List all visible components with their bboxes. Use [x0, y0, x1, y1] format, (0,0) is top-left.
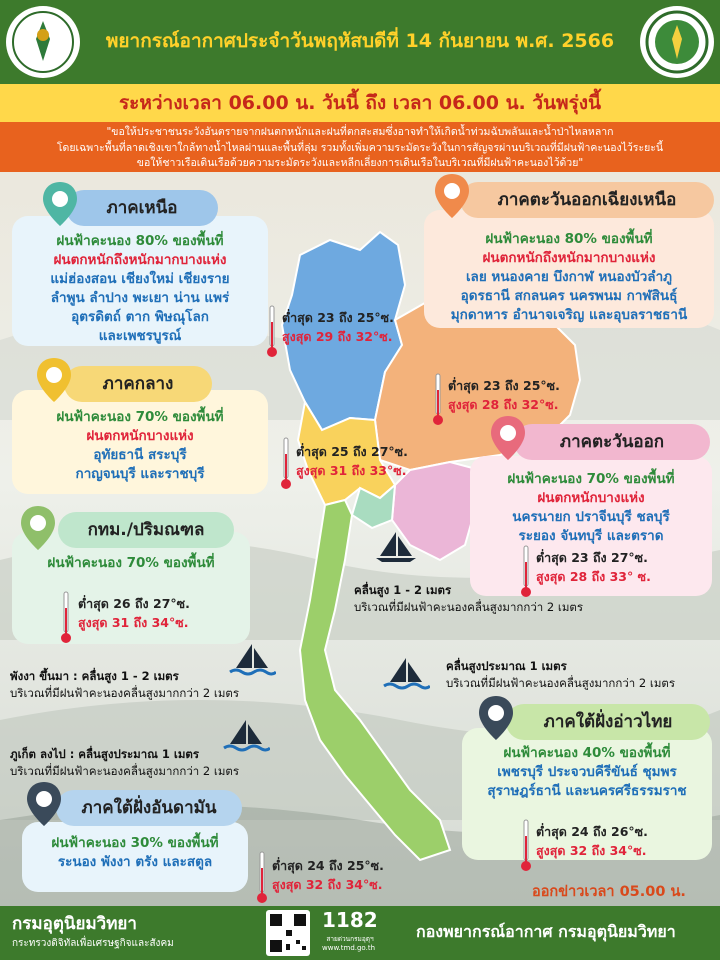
- east-provinces: นครนายก ปราจีนบุรี ชลบุรี: [512, 509, 670, 525]
- central-card: [12, 390, 268, 494]
- tmd-logo: [640, 6, 714, 78]
- northeast-temp-low: ต่ำสุด 23 ถึง 25°ซ.: [448, 378, 560, 393]
- northeast-card: [424, 210, 714, 328]
- north-temp-high: สูงสุด 29 ถึง 32°ซ.: [282, 329, 393, 344]
- warning-line: "ขอให้ประชาชนระวังอันตรายจากฝนตกหนักและฝนที่ตกสะสมซึ่งอาจทำให้เกิดน้ำท่วมฉับพลันและน้ำป่าไหลหลาก: [106, 126, 614, 138]
- northeast-label: ภาคตะวันออกเฉียงเหนือ: [460, 182, 714, 218]
- north-card: [12, 216, 268, 346]
- south-andaman-rain: ฝนฟ้าคะนอง 30% ของพื้นที่: [51, 835, 219, 851]
- andaman-lower-wave-note: บริเวณที่มีฝนฟ้าคะนองคลื่นสูงมากกว่า 2 เมตร: [10, 764, 240, 778]
- bangkok-temperature: [78, 594, 190, 632]
- central-provinces: กาญจนบุรี และราชบุรี: [75, 466, 205, 482]
- south-gulf-temperature: [536, 822, 648, 860]
- gulf-upper-wave-title: คลื่นสูง 1 - 2 เมตร: [354, 583, 452, 597]
- north-rain: ฝนฟ้าคะนอง 80% ของพื้นที่: [56, 233, 224, 249]
- northeast-rain: ฝนฟ้าคะนอง 80% ของพื้นที่: [485, 231, 653, 247]
- location-pin-icon: [34, 356, 74, 404]
- south-andaman-temp-high: สูงสุด 32 ถึง 34°ซ.: [272, 877, 383, 892]
- gulf-lower-wave: [446, 658, 675, 692]
- footer-ministry: กระทรวงดิจิทัลเพื่อเศรษฐกิจและสังคม: [12, 938, 174, 949]
- ministry-logo: [6, 6, 80, 78]
- sailboat-icon: [382, 656, 430, 692]
- website-link[interactable]: www.tmd.go.th: [322, 944, 375, 952]
- time-range-banner: ระหว่างเวลา 06.00 น. วันนี้ ถึง เวลา 06.00 น. วันพรุ่งนี้: [0, 84, 720, 122]
- gulf-upper-wave-note: บริเวณที่มีฝนฟ้าคะนองคลื่นสูงมากกว่า 2 เมตร: [354, 600, 584, 614]
- location-pin-icon: [40, 180, 80, 228]
- east-temp-low: ต่ำสุด 23 ถึง 27°ซ.: [536, 550, 648, 565]
- bangkok-rain: ฝนฟ้าคะนอง 70% ของพื้นที่: [47, 555, 215, 571]
- thermometer-icon: [520, 818, 532, 874]
- north-label: ภาคเหนือ: [66, 190, 218, 226]
- andaman-upper-wave: [10, 668, 239, 702]
- bangkok-label: กทม./ปริมณฑล: [58, 512, 234, 548]
- central-rain: ฝนฟ้าคะนอง 70% ของพื้นที่: [56, 409, 224, 425]
- header-bar: [0, 0, 720, 84]
- south-andaman-temp-low: ต่ำสุด 24 ถึง 25°ซ.: [272, 858, 384, 873]
- location-pin-icon: [432, 172, 472, 220]
- gulf-upper-wave: [354, 582, 583, 616]
- warning-line: ขอให้ชาวเรือเดินเรือด้วยความระมัดระวังและหลีกเลี่ยงการเดินเรือในบริเวณที่มีฝนฟ้าคะนองไว้ด้วย": [136, 157, 584, 169]
- gulf-lower-wave-note: บริเวณที่มีฝนฟ้าคะนองคลื่นสูงมากกว่า 2 เมตร: [446, 676, 676, 690]
- north-temp-low: ต่ำสุด 23 ถึง 25°ซ.: [282, 310, 394, 325]
- location-pin-icon: [24, 780, 64, 828]
- central-heavy: ฝนตกหนักบางแห่ง: [86, 428, 194, 444]
- northeast-provinces: เลย หนองคาย บึงกาฬ หนองบัวลำภู: [465, 269, 673, 285]
- south-andaman-label: ภาคใต้ฝั่งอันดามัน: [56, 790, 242, 826]
- south-gulf-label: ภาคใต้ฝั่งอ่าวไทย: [506, 704, 710, 740]
- hotline-number: 1182: [322, 908, 378, 932]
- location-pin-icon: [18, 504, 58, 552]
- northeast-heavy: ฝนตกหนักถึงหนักมากบางแห่ง: [482, 250, 656, 266]
- andaman-upper-wave-note: บริเวณที่มีฝนฟ้าคะนองคลื่นสูงมากกว่า 2 เมตร: [10, 686, 240, 700]
- central-temp-high: สูงสุด 31 ถึง 33°ซ.: [296, 463, 407, 478]
- east-rain: ฝนฟ้าคะนอง 70% ของพื้นที่: [507, 471, 675, 487]
- andaman-lower-wave: [10, 746, 239, 780]
- footer-bar: [0, 906, 720, 960]
- south-gulf-temp-high: สูงสุด 32 ถึง 34°ซ.: [536, 843, 647, 858]
- qr-code-icon[interactable]: [266, 910, 310, 956]
- footer-department: กองพยากรณ์อากาศ กรมอุตุนิยมวิทยา: [416, 922, 676, 941]
- northeast-temperature: [448, 376, 560, 414]
- north-temperature: [282, 308, 394, 346]
- bangkok-temp-low: ต่ำสุด 26 ถึง 27°ซ.: [78, 596, 190, 611]
- thermometer-icon: [432, 372, 444, 428]
- south-andaman-provinces: ระนอง พังงา ตรัง และสตูล: [57, 854, 213, 870]
- south-gulf-provinces: เพชรบุรี ประจวบคีรีขันธ์ ชุมพร: [497, 764, 677, 780]
- east-label: ภาคตะวันออก: [514, 424, 710, 460]
- location-pin-icon: [476, 694, 516, 742]
- south-andaman-card: [22, 822, 248, 892]
- south-gulf-rain: ฝนฟ้าคะนอง 40% ของพื้นที่: [503, 745, 671, 761]
- central-provinces: อุทัยธานี สระบุรี: [93, 447, 187, 463]
- east-heavy: ฝนตกหนักบางแห่ง: [537, 490, 645, 506]
- northeast-provinces: อุดรธานี สกลนคร นครพนม กาฬสินธุ์: [460, 288, 678, 304]
- thermometer-icon: [266, 304, 278, 360]
- south-andaman-temperature: [272, 856, 384, 894]
- issued-time: ออกข่าวเวลา 05.00 น.: [532, 884, 686, 900]
- andaman-upper-wave-title: พังงา ขึ้นมา : คลื่นสูง 1 - 2 เมตร: [10, 669, 179, 683]
- east-temp-high: สูงสุด 28 ถึง 33° ซ.: [536, 569, 651, 584]
- north-provinces: และเพชรบูรณ์: [98, 328, 182, 344]
- warning-line: โดยเฉพาะพื้นที่ลาดเชิงเขาใกล้ทางน้ำไหลผ่านและพื้นที่ลุ่ม รวมทั้งเพิ่มความระมัดระวังในการสัญจรผ่านบริเวณที่มีฝนฟ้าคะนองไว้ระยะนี้: [56, 141, 664, 154]
- east-temperature: [536, 548, 651, 586]
- central-label: ภาคกลาง: [64, 366, 212, 402]
- warning-banner: [0, 122, 720, 172]
- hotline-tag: สายด่วนกรมอุตุฯ: [326, 935, 374, 943]
- thermometer-icon: [60, 590, 72, 646]
- andaman-lower-wave-title: ภูเก็ต ลงไป : คลื่นสูงประมาณ 1 เมตร: [10, 747, 200, 761]
- northeast-temp-high: สูงสุด 28 ถึง 32°ซ.: [448, 397, 559, 412]
- thermometer-icon: [256, 850, 268, 906]
- location-pin-icon: [488, 414, 528, 462]
- north-provinces: อุตรดิตถ์ ตาก พิษณุโลก: [71, 309, 209, 325]
- east-provinces: ระยอง จันทบุรี และตราด: [518, 528, 664, 544]
- sailboat-icon: [372, 530, 420, 566]
- gulf-lower-wave-title: คลื่นสูงประมาณ 1 เมตร: [446, 659, 567, 673]
- north-heavy: ฝนตกหนักถึงหนักมากบางแห่ง: [53, 252, 227, 268]
- south-gulf-provinces: สุราษฎร์ธานี และนครศรีธรรมราช: [487, 783, 687, 799]
- northeast-provinces: มุกดาหาร อำนาจเจริญ และอุบลราชธานี: [450, 307, 688, 323]
- footer-org-name: กรมอุตุนิยมวิทยา: [12, 914, 137, 934]
- central-temp-low: ต่ำสุด 25 ถึง 27°ซ.: [296, 444, 408, 459]
- north-provinces: แม่ฮ่องสอน เชียงใหม่ เชียงราย: [50, 271, 230, 287]
- central-temperature: [296, 442, 408, 480]
- north-provinces: ลำพูน ลำปาง พะเยา น่าน แพร่: [50, 290, 230, 306]
- south-gulf-temp-low: ต่ำสุด 24 ถึง 26°ซ.: [536, 824, 648, 839]
- bangkok-temp-high: สูงสุด 31 ถึง 34°ซ.: [78, 615, 189, 630]
- thermometer-icon: [280, 436, 292, 492]
- page-title: พยากรณ์อากาศประจำวันพฤหัสบดีที่ 14 กันยายน พ.ศ. 2566: [105, 30, 615, 52]
